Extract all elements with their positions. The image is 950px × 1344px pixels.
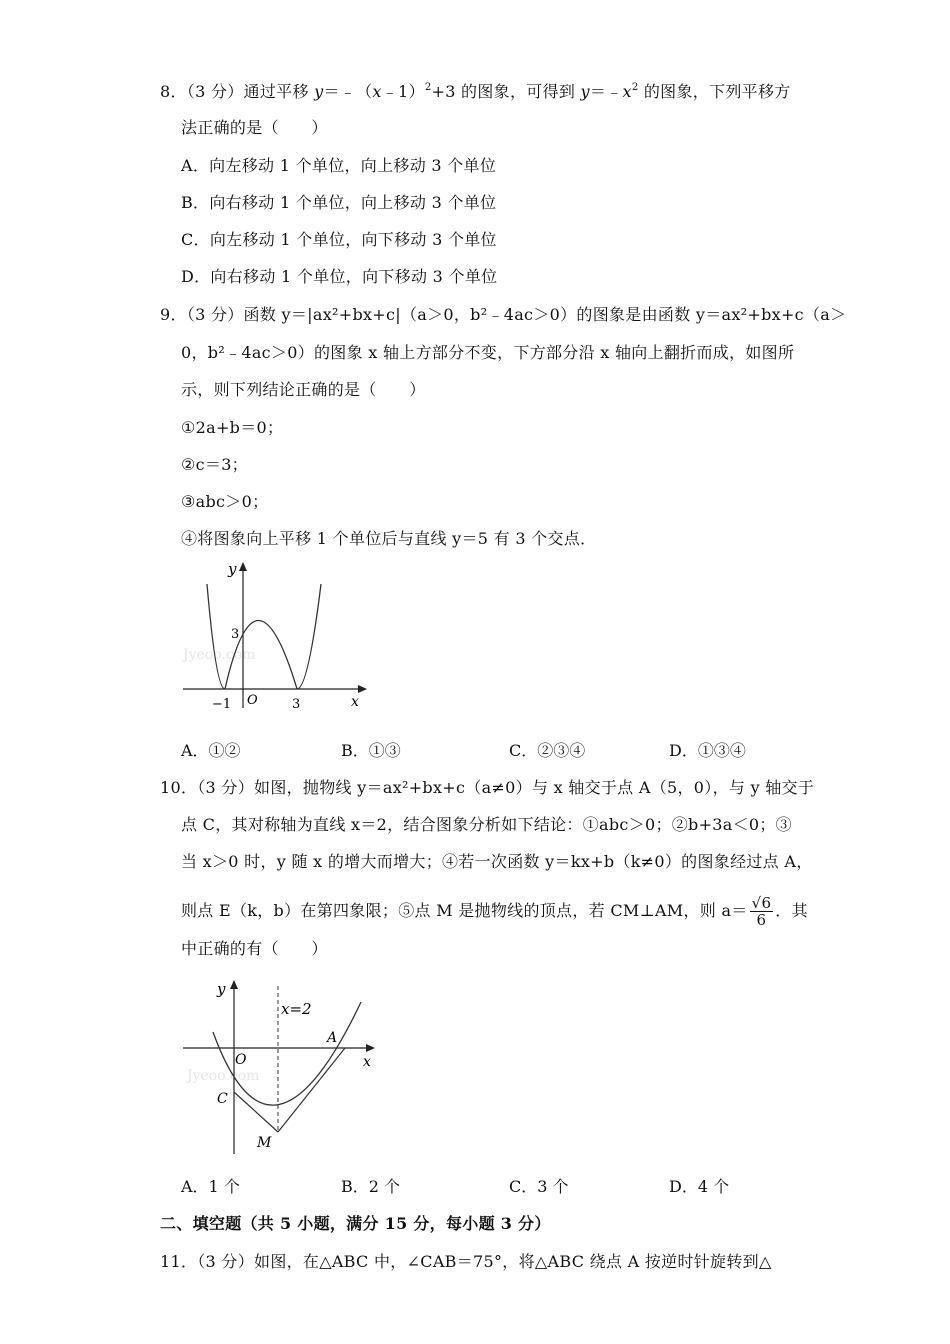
q10-segment-cm	[234, 1092, 278, 1132]
q9-stem-line1: 9．（3 分）函数 y＝|ax²+bx+c|（a＞0，b²﹣4ac＞0）的图象是由函数 y＝ax²+bx+c（a＞	[160, 305, 847, 324]
q8-option-b: B．向右移动 1 个单位，向上移动 3 个单位	[181, 193, 497, 212]
q10-option-c: C．3 个	[509, 1177, 569, 1196]
q10-option-b: B．2 个	[341, 1177, 401, 1196]
q9-x-label: x	[351, 694, 359, 710]
q10-stem-line4: 则点 E（k，b）在第四象限；⑤点 M 是抛物线的顶点，若 CM⊥AM，则 a＝ $\frac{√6}{6}$ ．其	[181, 894, 808, 929]
q10-option-a: A．1 个	[181, 1177, 240, 1196]
q10-stem-line2: 点 C，其对称轴为直线 x＝2，结合图象分析如下结论：①abc＞0；②b+3a＜0；③	[181, 815, 792, 834]
q9-option-d: D．①③④	[669, 741, 746, 760]
q10-axis-label: x=2	[281, 1000, 312, 1018]
q8-option-a: A．向左移动 1 个单位，向上移动 3 个单位	[181, 156, 497, 175]
q9-origin: O	[247, 693, 258, 708]
q10-stem-line5: 中正确的有（ ）	[181, 939, 328, 958]
q10-point-c: C	[217, 1091, 228, 1107]
q8-stem-line2: 法正确的是（ ）	[181, 118, 328, 137]
q8-option-c: C．向左移动 1 个单位，向下移动 3 个单位	[181, 230, 497, 249]
q10-graph	[175, 972, 390, 1157]
q9-option-a: A．①②	[181, 741, 241, 760]
q9-curve-right	[297, 584, 321, 689]
q9-statement-4: ④将图象向上平移 1 个单位后与直线 y＝5 有 3 个交点．	[181, 529, 597, 548]
q9-graph	[175, 556, 375, 716]
q9-statement-2: ②c＝3；	[181, 455, 248, 474]
q9-stem-line3: 示，则下列结论正确的是（ ）	[181, 380, 426, 399]
section2-title: 二、填空题（共 5 小题，满分 15 分，每小题 3 分）	[160, 1214, 551, 1233]
q9-x-arrow	[358, 685, 367, 693]
q10-option-d: D．4 个	[669, 1177, 730, 1196]
q9-statement-1: ①2a+b＝0；	[181, 418, 284, 437]
q10-y-arrow	[230, 980, 238, 989]
q9-curve-left	[207, 584, 225, 689]
q10-point-a: A	[327, 1030, 338, 1046]
q9-tick-y: 3	[231, 627, 240, 642]
q9-tick-x: 3	[292, 697, 301, 712]
q9-y-arrow	[239, 562, 247, 571]
q10-stem-line1: 10．（3 分）如图，抛物线 y＝ax²+bx+c（a≠0）与 x 轴交于点 A（5，0），与 y 轴交于	[160, 778, 815, 797]
q10-segment-ma	[278, 1048, 345, 1132]
q10-x-label: x	[363, 1054, 371, 1070]
q9-option-c: C．②③④	[509, 741, 586, 760]
q9-y-label: y	[228, 560, 237, 578]
q9-tick-neg1: −1	[212, 697, 232, 712]
q11-stem-line1: 11．（3 分）如图，在△ABC 中，∠CAB＝75°，将△ABC 绕点 A 按逆时针旋转到△	[160, 1252, 772, 1271]
q10-y-label: y	[217, 980, 226, 998]
q10-point-m: M	[257, 1135, 272, 1151]
q10-origin: O	[235, 1052, 247, 1068]
q9-watermark: Jyeoo.com	[183, 647, 256, 663]
q10-stem-line3: 当 x＞0 时，y 随 x 的增大而增大；④若一次函数 y＝kx+b（k≠0）的图象经过点 A，	[181, 852, 813, 871]
q10-watermark: Jyeoo.com	[187, 1068, 260, 1084]
q9-option-b: B．①③	[341, 741, 401, 760]
q9-statement-3: ③abc＞0；	[181, 492, 269, 511]
q9-stem-line2: 0，b²﹣4ac＞0）的图象 x 轴上方部分不变，下方部分沿 x 轴向上翻折而成，如图所	[181, 343, 795, 362]
q8-option-d: D．向右移动 1 个单位，向下移动 3 个单位	[181, 267, 498, 286]
q10-x-arrow	[366, 1044, 375, 1052]
q8-stem-line1: 8．（3 分）通过平移 y＝﹣（x﹣1）$^2$+3 的图象，可得到 $y=﹣x^2$ 的图象，下列平移方	[160, 82, 791, 101]
q10-fraction: $\frac{√6}{6}$	[751, 894, 772, 929]
